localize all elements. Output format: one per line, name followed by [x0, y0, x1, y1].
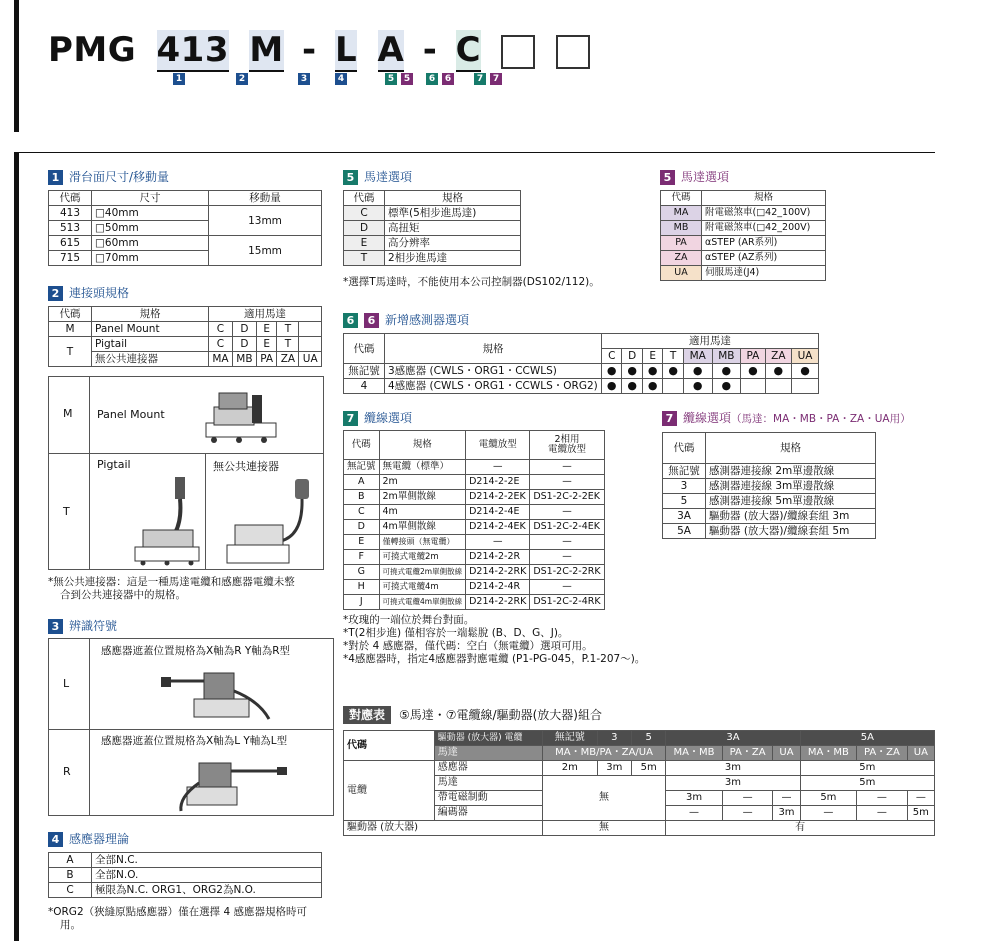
- table-cell: 4感應器 (CWLS・ORG1・CCWLS・ORG2): [385, 379, 602, 394]
- model-seg-motor: C: [455, 30, 482, 70]
- table-cell: —: [722, 791, 773, 806]
- table-header: 移動量: [209, 191, 322, 206]
- table-cell: 513: [49, 221, 92, 236]
- model-seg-size: 413: [156, 30, 229, 70]
- section-title-text: 馬達選項: [364, 170, 413, 184]
- note-line: 合到公共連接器中的規格。: [60, 589, 186, 601]
- model-prefix: PMG: [48, 30, 137, 70]
- table-cell: ●: [683, 364, 712, 379]
- table-header: 代碼: [661, 191, 702, 206]
- table-cell: 驅動器 (放大器)/纜線套組 5m: [706, 524, 876, 539]
- table-header: 規格: [379, 431, 466, 460]
- table-cell: ●: [602, 364, 622, 379]
- model-tag: 3: [298, 73, 310, 85]
- section-title-text: 馬達選項: [681, 170, 730, 184]
- cable-option-notes: [343, 614, 645, 666]
- section-number: 5: [343, 170, 358, 185]
- table-header: MA・MB/PA・ZA/UA: [542, 746, 665, 761]
- header-line: 電纜放型: [547, 444, 586, 455]
- table-cell: E: [344, 236, 385, 251]
- table-cell: 伺服馬達(J4): [702, 266, 826, 281]
- table-header: MB: [712, 349, 741, 364]
- note-line: *ORG2（狹縫原點感應器）僅在選擇 4 感應器規格時可: [48, 906, 307, 918]
- table-header: 馬達: [434, 746, 542, 761]
- l-type-stage-icon: [159, 661, 279, 725]
- table-cell: —: [800, 806, 857, 821]
- connector-note: [48, 576, 295, 602]
- illustration-label: Panel Mount: [97, 408, 165, 421]
- table-header: 適用馬達: [209, 307, 322, 322]
- id-description: 感應器遮蓋位置規格為X軸為L Y軸為L型: [101, 735, 288, 747]
- section-number: 6: [343, 313, 358, 328]
- section-title-text: 連接頭規格: [69, 286, 130, 300]
- table-cell: C: [209, 337, 233, 352]
- table-header: 規格: [92, 307, 209, 322]
- model-tag: 4: [335, 73, 347, 85]
- table-cell: —: [530, 550, 604, 565]
- table-header: 尺寸: [92, 191, 209, 206]
- table-header: MA: [683, 349, 712, 364]
- table-header: 3A: [666, 731, 800, 746]
- table-cell: E: [344, 535, 380, 550]
- id-description: 感應器遮蓋位置規格為X軸為R Y軸為R型: [101, 645, 291, 657]
- correspondence-tag: 對應表: [343, 706, 391, 724]
- table-cell: 5: [663, 494, 706, 509]
- section-title-text: 滑台面尺寸/移動量: [69, 170, 170, 184]
- table-header: E: [642, 349, 662, 364]
- model-seg-id: L: [335, 30, 358, 70]
- table-cell: B: [344, 490, 380, 505]
- table-cell: —: [530, 580, 604, 595]
- table-cell: ●: [663, 364, 683, 379]
- table-cell: □70mm: [92, 251, 209, 266]
- table-header: 電纜放型: [466, 431, 530, 460]
- table-cell: 5m: [907, 806, 934, 821]
- table-cell: MB: [232, 352, 256, 367]
- table-cell: 5m: [631, 761, 665, 776]
- table-cell: E: [256, 337, 276, 352]
- table-cell: MA: [661, 206, 702, 221]
- section-4-title: [48, 830, 129, 847]
- section-number: 6: [364, 313, 379, 328]
- table-cell: D: [232, 337, 256, 352]
- connector-illustration-panel: [48, 376, 324, 570]
- table-header: 規格: [702, 191, 826, 206]
- model-tag: 7: [474, 73, 486, 85]
- left-accent-bar-top: [14, 0, 19, 132]
- table-cell: H: [344, 580, 380, 595]
- table-header: 驅動器 (放大器) 電纜: [434, 731, 542, 746]
- table-cell: □40mm: [92, 206, 209, 221]
- table-cell: 5m: [800, 791, 857, 806]
- table-cell: 可撓式電纜2m: [379, 550, 466, 565]
- table-cell: 無記號: [663, 464, 706, 479]
- correspondence-table: [343, 730, 935, 836]
- table-cell: Panel Mount: [92, 322, 209, 337]
- note-line: 用。: [60, 919, 81, 931]
- table-cell: ●: [741, 364, 765, 379]
- table-cell: 413: [49, 206, 92, 221]
- table-cell: —: [530, 535, 604, 550]
- table-cell: T: [49, 337, 92, 367]
- section-7b-title: [662, 409, 911, 426]
- table-cell: 4m: [379, 505, 466, 520]
- table-header: 代碼: [49, 307, 92, 322]
- table-cell: C: [344, 505, 380, 520]
- table-cell: 4m單側散線: [379, 520, 466, 535]
- table-cell: 2m單側散線: [379, 490, 466, 505]
- motor-option-b-table: [660, 190, 826, 281]
- table-cell: 3A: [663, 509, 706, 524]
- sensor-logic-note: [48, 906, 307, 932]
- model-tag: 6: [426, 73, 438, 85]
- table-cell: ●: [792, 364, 819, 379]
- cable-option-b-table: [662, 432, 876, 539]
- table-cell: PA: [256, 352, 276, 367]
- table-cell: [765, 379, 791, 394]
- illustration-label: 無公共連接器: [213, 460, 279, 473]
- table-cell: 無: [542, 776, 665, 821]
- table-cell: D: [232, 322, 256, 337]
- table-cell: 極限為N.C. ORG1、ORG2為N.O.: [92, 883, 322, 898]
- table-cell: A: [344, 475, 380, 490]
- table-header: PA: [741, 349, 765, 364]
- model-tag: 5: [401, 73, 413, 85]
- model-seg-connector: M: [249, 30, 284, 70]
- table-header: 規格: [706, 433, 876, 464]
- table-cell: ●: [712, 364, 741, 379]
- table-cell: T: [277, 337, 299, 352]
- table-cell: 5m: [800, 776, 934, 791]
- table-cell: 615: [49, 236, 92, 251]
- id-r-cell: [89, 729, 333, 815]
- section-title-text: 纜線選項: [364, 411, 413, 425]
- table-cell: D214-2-2E: [466, 475, 530, 490]
- table-cell: 感應器: [434, 761, 542, 776]
- model-dash: -: [422, 30, 438, 70]
- table-cell: ●: [765, 364, 791, 379]
- table-cell: DS1-2C-2-2RK: [530, 565, 604, 580]
- header-line: 2相用: [554, 434, 580, 445]
- table-cell: 3: [663, 479, 706, 494]
- model-tag: 6: [442, 73, 454, 85]
- table-header: ZA: [765, 349, 791, 364]
- table-cell: —: [857, 806, 908, 821]
- model-tag: 5: [385, 73, 397, 85]
- model-dash: -: [302, 30, 317, 70]
- table-cell: 高分辨率: [385, 236, 521, 251]
- sensor-option-table: [343, 333, 819, 394]
- table-header: T: [663, 349, 683, 364]
- table-cell: 無電纜（標準）: [379, 460, 466, 475]
- table-cell: 3感應器 (CWLS・ORG1・CCWLS): [385, 364, 602, 379]
- id-l-cell: [89, 639, 333, 730]
- section-number: 5: [660, 170, 675, 185]
- model-tag: 1: [173, 73, 185, 85]
- table-header: UA: [792, 349, 819, 364]
- section-3-title: [48, 617, 117, 634]
- id-code: L: [63, 677, 70, 690]
- table-cell: —: [773, 791, 800, 806]
- table-header: C: [602, 349, 622, 364]
- table-cell: C: [344, 206, 385, 221]
- table-cell: 電纜: [344, 761, 435, 821]
- table-header: 5A: [800, 731, 934, 746]
- divider: [19, 152, 935, 153]
- note-line: *T(2相步進) 僅相容於一端鬆脫 (B、D、G、J)。: [343, 627, 569, 639]
- id-symbol-panel: [48, 638, 334, 816]
- table-cell: D214-2-4E: [466, 505, 530, 520]
- table-cell: 馬達: [434, 776, 542, 791]
- table-header: 適用馬達: [602, 334, 819, 349]
- table-cell: 13mm: [209, 206, 322, 236]
- table-cell: 有: [666, 821, 935, 836]
- table-cell: 編碼器: [434, 806, 542, 821]
- table-cell: 全部N.C.: [92, 853, 322, 868]
- table-cell: ●: [683, 379, 712, 394]
- section-5a-title: [343, 168, 412, 185]
- table-cell: T: [277, 322, 299, 337]
- table-cell: 僅轉接頭（無電纜）: [379, 535, 466, 550]
- cable-option-table: [343, 430, 605, 610]
- table-cell: —: [907, 791, 934, 806]
- table-cell: 3m: [666, 776, 800, 791]
- section-6-title: [343, 311, 469, 328]
- table-header: 5: [631, 731, 665, 746]
- section-title-text: 辨識符號: [69, 619, 118, 633]
- table-cell: 感測器連接線 2m單邊散線: [706, 464, 876, 479]
- table-header: UA: [773, 746, 800, 761]
- table-cell: [792, 379, 819, 394]
- table-cell: E: [256, 322, 276, 337]
- correspondence-title: [343, 706, 602, 723]
- table-cell: —: [857, 791, 908, 806]
- table-header: 代碼: [344, 191, 385, 206]
- table-header: PA・ZA: [722, 746, 773, 761]
- table-cell: MA: [209, 352, 233, 367]
- table-header: 3: [597, 731, 631, 746]
- panel-mount-stage-icon: [194, 385, 294, 447]
- table-cell: 全部N.O.: [92, 868, 322, 883]
- id-code-cell: [49, 729, 90, 815]
- table-cell: [663, 379, 683, 394]
- table-cell: ZA: [661, 251, 702, 266]
- model-seg-cable-option-box: [556, 35, 590, 69]
- table-cell: ●: [642, 379, 662, 394]
- table-cell: 3m: [597, 761, 631, 776]
- table-header: 規格: [385, 334, 602, 364]
- table-cell: Pigtail: [92, 337, 209, 352]
- table-cell: D214-2-4R: [466, 580, 530, 595]
- table-cell: DS1-2C-2-2EK: [530, 490, 604, 505]
- table-cell: D214-2-4EK: [466, 520, 530, 535]
- table-cell: ●: [712, 379, 741, 394]
- table-cell: 附電磁煞車(□42_200V): [702, 221, 826, 236]
- table-cell: 無記號: [344, 460, 380, 475]
- section-1-title: [48, 168, 169, 185]
- section-title-text: 感應器理論: [69, 832, 130, 846]
- illustration-pigtail-cell: [89, 453, 206, 569]
- table-cell: DS1-2C-2-4EK: [530, 520, 604, 535]
- table-cell: ●: [602, 379, 622, 394]
- table-cell: 5A: [663, 524, 706, 539]
- table-cell: 2m: [542, 761, 597, 776]
- section-title-text: 纜線選項: [683, 411, 732, 425]
- table-cell: 可撓式電纜4m: [379, 580, 466, 595]
- table-header: 代碼: [344, 731, 435, 761]
- table-cell: □60mm: [92, 236, 209, 251]
- note-line: *無公共連接器：這是一種馬達電纜和感應器電纜未整: [48, 576, 295, 588]
- table-cell: 2m: [379, 475, 466, 490]
- left-accent-bar-bottom: [14, 152, 19, 941]
- table-cell: D214-2-2RK: [466, 595, 530, 610]
- table-cell: —: [530, 505, 604, 520]
- model-tag: 2: [236, 73, 248, 85]
- table-cell: 驅動器 (放大器)/纜線套組 3m: [706, 509, 876, 524]
- section-7a-title: [343, 409, 412, 426]
- table-cell: αSTEP (AR系列): [702, 236, 826, 251]
- note-line: *4感應器時，指定4感應器對應電纜 (P1-PG-045，P.1-207〜)。: [343, 653, 646, 665]
- table-cell: αSTEP (AZ系列): [702, 251, 826, 266]
- section-number: 2: [48, 286, 63, 301]
- table-cell: ZA: [277, 352, 299, 367]
- table-cell: —: [530, 460, 604, 475]
- table-header: 代碼: [344, 334, 385, 364]
- table-cell: 附電磁煞車(□42_100V): [702, 206, 826, 221]
- size-travel-table: [48, 190, 322, 266]
- illustration-no-connector-cell: [205, 453, 323, 569]
- table-cell: D214-2-2RK: [466, 565, 530, 580]
- table-cell: MB: [661, 221, 702, 236]
- pigtail-stage-icon: [127, 475, 203, 567]
- motor-option-table: [343, 190, 521, 266]
- table-cell: ●: [622, 379, 642, 394]
- table-header: PA・ZA: [857, 746, 908, 761]
- table-header: [530, 431, 604, 460]
- table-cell: —: [466, 535, 530, 550]
- table-header: 代碼: [49, 191, 92, 206]
- table-cell: 無記號: [344, 364, 385, 379]
- table-cell: C: [49, 883, 92, 898]
- section-2-title: [48, 284, 129, 301]
- section-number: 4: [48, 832, 63, 847]
- table-cell: J: [344, 595, 380, 610]
- table-cell: —: [666, 806, 723, 821]
- table-cell: 驅動器 (放大器): [344, 821, 543, 836]
- table-cell: 15mm: [209, 236, 322, 266]
- illustration-code: T: [63, 505, 70, 518]
- table-header: 代碼: [344, 431, 380, 460]
- table-cell: 無公共連接器: [92, 352, 209, 367]
- section-title-text: 新增感測器選項: [385, 313, 470, 327]
- illustration-m-cell: [89, 377, 323, 454]
- model-seg-sensor-option-box: [501, 35, 535, 69]
- table-cell: DS1-2C-2-4RK: [530, 595, 604, 610]
- table-cell: 2相步進馬達: [385, 251, 521, 266]
- table-cell: 標準(5相步進馬達): [385, 206, 521, 221]
- table-cell: D: [344, 520, 380, 535]
- table-cell: 帶電磁制動: [434, 791, 542, 806]
- table-cell: 3m: [666, 761, 800, 776]
- table-cell: 可撓式電纜2m單側散線: [379, 565, 466, 580]
- table-header: 代碼: [663, 433, 706, 464]
- table-cell: 無: [542, 821, 665, 836]
- table-header: MA・MB: [666, 746, 723, 761]
- table-cell: C: [209, 322, 233, 337]
- model-seg-sensor: A: [377, 30, 405, 70]
- table-cell: 715: [49, 251, 92, 266]
- table-header: 規格: [385, 191, 521, 206]
- id-code-cell: [49, 639, 90, 730]
- illustration-code-cell: [49, 453, 90, 569]
- table-cell: D214-2-2R: [466, 550, 530, 565]
- section-subtitle: （馬達：MA・MB・PA・ZA・UA用）: [731, 413, 911, 425]
- r-type-stage-icon: [159, 749, 289, 813]
- illustration-label: Pigtail: [97, 458, 131, 471]
- table-cell: □50mm: [92, 221, 209, 236]
- table-cell: G: [344, 565, 380, 580]
- table-cell: ●: [622, 364, 642, 379]
- section-number: 7: [662, 411, 677, 426]
- table-cell: —: [722, 806, 773, 821]
- table-cell: 5m: [800, 761, 934, 776]
- table-cell: D214-2-2EK: [466, 490, 530, 505]
- table-header: D: [622, 349, 642, 364]
- table-cell: UA: [661, 266, 702, 281]
- table-cell: ●: [642, 364, 662, 379]
- table-cell: F: [344, 550, 380, 565]
- table-cell: M: [49, 322, 92, 337]
- note-line: *對於 4 感應器，僅代碼：空白（無電纜）選項可用。: [343, 640, 593, 652]
- connector-table: [48, 306, 322, 367]
- table-cell: D: [344, 221, 385, 236]
- section-number: 1: [48, 170, 63, 185]
- model-tag: 7: [490, 73, 502, 85]
- table-cell: 3m: [666, 791, 723, 806]
- no-connector-stage-icon: [223, 475, 319, 567]
- table-cell: 可撓式電纜4m單側散線: [379, 595, 466, 610]
- table-cell: A: [49, 853, 92, 868]
- table-cell: 3m: [773, 806, 800, 821]
- sensor-logic-table: [48, 852, 322, 898]
- table-cell: T: [344, 251, 385, 266]
- illustration-code-cell: [49, 377, 90, 454]
- motor-option-note: *選擇T馬達時，不能使用本公司控制器(DS102/112)。: [343, 276, 600, 288]
- model-code: [48, 30, 590, 72]
- table-cell: UA: [299, 352, 322, 367]
- table-cell: PA: [661, 236, 702, 251]
- table-cell: 高扭矩: [385, 221, 521, 236]
- table-header: MA・MB: [800, 746, 857, 761]
- correspondence-title-text: ⑤馬達・⑦電纜線/驅動器(放大器)組合: [399, 708, 602, 722]
- section-number: 3: [48, 619, 63, 634]
- table-cell: —: [466, 460, 530, 475]
- illustration-code: M: [63, 407, 73, 420]
- section-number: 7: [343, 411, 358, 426]
- table-header: UA: [907, 746, 934, 761]
- table-cell: 感測器連接線 3m單邊散線: [706, 479, 876, 494]
- table-cell: 感測器連接線 5m單邊散線: [706, 494, 876, 509]
- table-cell: —: [530, 475, 604, 490]
- section-5b-title: [660, 168, 729, 185]
- table-cell: 4: [344, 379, 385, 394]
- note-line: *玫瑰的一端位於舞台對面。: [343, 614, 475, 626]
- id-code: R: [63, 765, 71, 778]
- table-cell: [741, 379, 765, 394]
- table-header: 無記號: [542, 731, 597, 746]
- table-cell: B: [49, 868, 92, 883]
